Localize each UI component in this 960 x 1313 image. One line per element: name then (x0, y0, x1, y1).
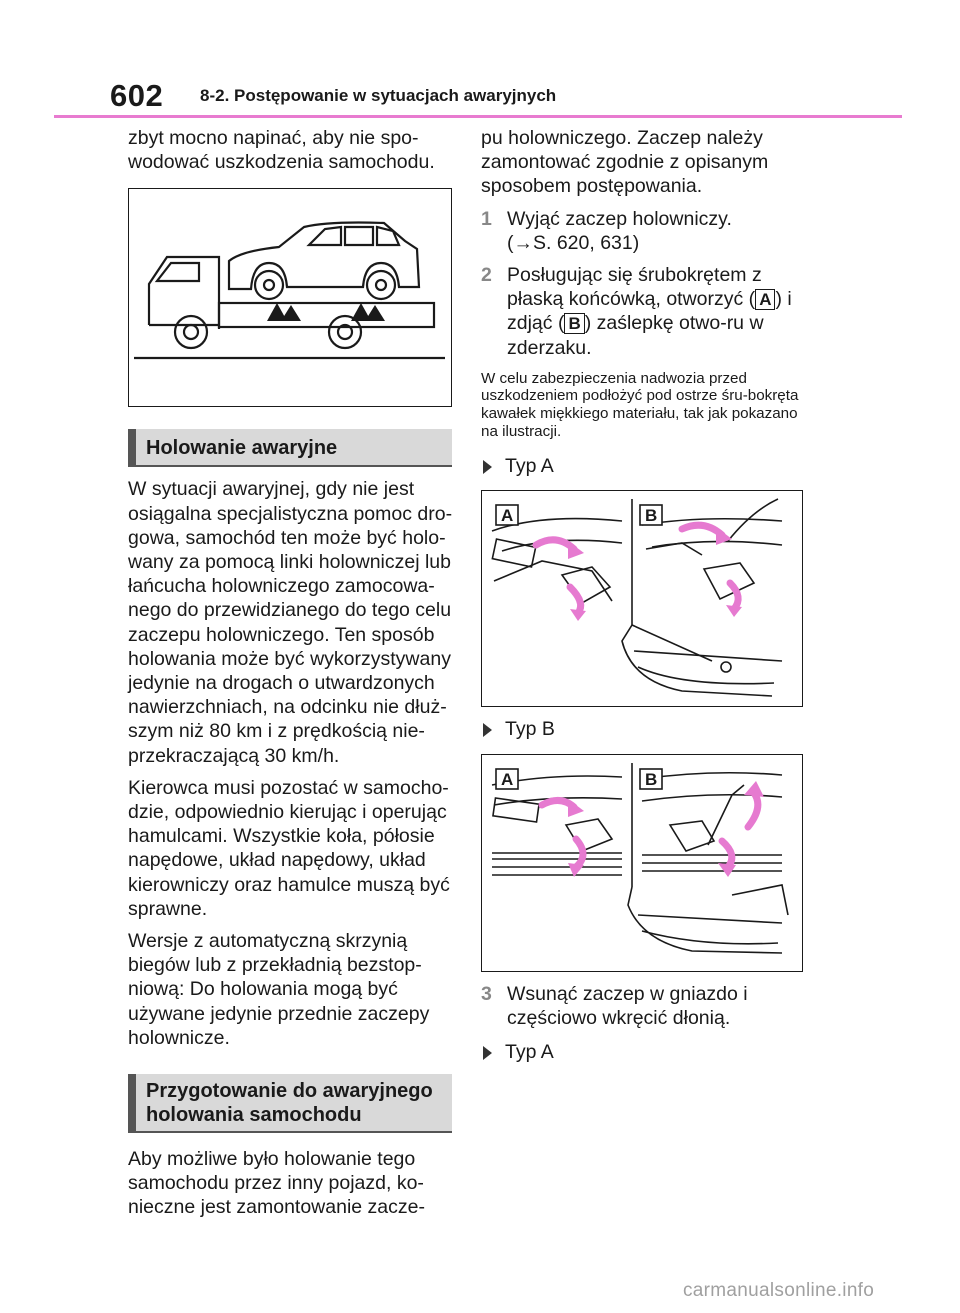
intro-text: zbyt mocno napinać, aby nie spo-wodować uszkodzenia samochodu. (128, 127, 435, 174)
step-3-text: Wsunąć zaczep w gniazdo i częściowo wkręcić dłonią. (507, 982, 748, 1029)
watermark: carmanualsonline.info (683, 1280, 875, 1301)
para-emergency-1: W sytuacji awaryjnej, gdy nie jest osiągalna specjalistyczna pomoc dro-gowa, samochód ten może być holo-wany za pomocą linki holowniczej lub łańcucha holowniczego zamocowa-nego do przewidzianego do tego celu zaczepu holowniczego. Ten sposób holowania może być wykorzystywany jedynie na drogach o utwardzonych nawierzchniach, na odcinku nie dłuż-szym niż 80 km i z prędkością nie-przekraczającą 30 km/h. (128, 478, 453, 767)
heading-emergency-towing (128, 429, 452, 467)
figure-label-a-box (496, 505, 518, 525)
figure-label-b-box (640, 769, 662, 789)
fig-b-label-b: B (645, 769, 658, 789)
step-1 (481, 207, 806, 255)
type-b-figure (481, 754, 803, 972)
step-2 (481, 263, 806, 360)
step-1-text: Wyjąć zaczep holowniczy. (507, 207, 732, 230)
step-1-reference: (→S. 620, 631) (507, 231, 640, 254)
step-1-number: 1 (481, 207, 492, 230)
para-preparation: Aby możliwe było holowanie tego samochodu przez inny pojazd, ko-nieczne jest zamontowanie zacze- (128, 1148, 425, 1219)
type-a-illustration (482, 491, 802, 706)
left-column (128, 126, 453, 1220)
step-3-number: 3 (481, 982, 492, 1005)
type-a-figure (481, 490, 803, 707)
triangle-bullet-icon (483, 723, 492, 737)
step-2-text-a: Posługując się śrubokrętem z płaską końcówką, otworzyć ( (507, 264, 762, 311)
type-a-line-2 (481, 1040, 806, 1064)
type-b-label: Typ B (505, 718, 555, 741)
label-a-box: A (755, 289, 775, 310)
type-a-label: Typ A (505, 455, 554, 478)
protection-note: W celu zabezpieczenia nadwozia przed uszkodzeniem podłożyć pod ostrze śru-bokręta kawałek miękkiego materiału, tak jak pokazano na ilustracji. (481, 369, 799, 440)
step-2-text (507, 263, 806, 360)
figure-label-b-box (640, 505, 662, 525)
para-emergency-2: Kierowca musi pozostać w samocho-dzie, odpowiednio kierując i operując hamulcami. Wszystkie koła, półosie napędowe, układ napędowy, układ kierowniczy oraz hamulce muszą być sprawne. (128, 776, 450, 920)
fig-a-label-b: B (645, 506, 658, 526)
heading-towing-preparation (128, 1074, 452, 1133)
type-b-illustration (482, 755, 802, 971)
fig-b-label-a: A (501, 769, 514, 789)
step-3 (481, 982, 806, 1030)
tow-truck-illustration (129, 189, 451, 406)
heading-prep-text: Przygotowanie do awaryjnego holowania samochodu (146, 1080, 433, 1127)
triangle-bullet-icon (483, 460, 492, 474)
step-2-text-b: ) i zdjąć ( (507, 288, 792, 335)
tow-truck-figure (128, 188, 452, 407)
right-column (481, 126, 806, 1064)
intro-text-right: pu holowniczego. Zaczep należy zamontować zgodnie z opisanym sposobem postępowania. (481, 127, 769, 198)
step-2-text-c: ) zaślepkę otwo-ru w zderzaku. (507, 312, 764, 359)
triangle-bullet-icon (483, 1046, 492, 1060)
type-a-label-2: Typ A (505, 1041, 554, 1064)
fig-a-label-a: A (501, 506, 514, 526)
section-title: 8-2. Postępowanie w sytuacjach awaryjnych (200, 86, 557, 105)
type-a-line (481, 454, 806, 478)
label-b-box: B (564, 313, 584, 334)
figure-label-a-box (496, 769, 518, 789)
para-emergency-3: Wersje z automatyczną skrzynią biegów lub z przekładnią bezstop-niową: Do holowania mogą być używane jedynie przednie zaczepy holownicze. (128, 930, 430, 1049)
step-2-number: 2 (481, 264, 492, 287)
page-number: 602 (110, 78, 164, 113)
heading-emergency-text: Holowanie awaryjne (146, 437, 338, 460)
type-b-line (481, 717, 806, 741)
header-rule (54, 115, 902, 118)
